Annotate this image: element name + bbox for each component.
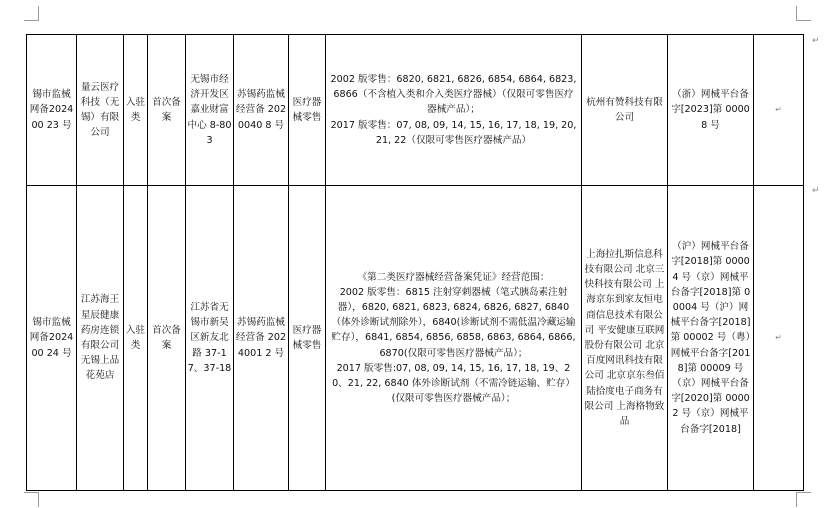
license-number-cell: 苏锡药监械经营备 2020040 8 号 xyxy=(234,35,289,186)
filing-type-cell: 首次备案 xyxy=(148,35,186,186)
company-name-cell: 江苏海王星辰健康药房连锁有限公司无锡上品花苑店 xyxy=(77,186,124,491)
platform-company-cell: 杭州有赞科技有限公司 xyxy=(582,35,668,186)
license-number-cell: 苏锡药监械经营备 2024001 2 号 xyxy=(234,186,289,491)
business-scope-cell: 2002 版零售：6820, 6821, 6826, 6854, 6864, 6823, 6866（不含植入类和介入类医疗器械）（仅限可零售医疗器械产品）； 2017 版零售：07, 08, 09, 14, 15, 16, 17, 18, 19, 20, 21, 22（仅限可零售医疗器械产品） xyxy=(326,35,582,186)
platform-record-cell: （浙）网械平台备字[2023]第 00008 号 xyxy=(668,35,754,186)
scope-type-cell: 医疗器械零售 xyxy=(289,186,326,491)
table-row xyxy=(27,186,804,491)
table-row xyxy=(27,35,804,186)
address-cell: 无锡市经济开发区嘉业财富中心 8-803 xyxy=(186,35,234,186)
row-end-mark: ↵ xyxy=(812,36,820,46)
scope-type-cell: 医疗器械零售 xyxy=(289,35,326,186)
platform-type-cell: 入驻类 xyxy=(124,35,148,186)
record-number-cell: 锡市监械网备202400 24 号 xyxy=(27,186,77,491)
crop-mark-top-right xyxy=(796,6,811,21)
paragraph-mark: ↵ xyxy=(754,35,804,186)
crop-mark-top-left xyxy=(24,6,39,21)
crop-mark-bottom-right xyxy=(796,492,811,507)
registry-table xyxy=(26,34,804,491)
company-name-cell: 量云医疗科技（无锡）有限公司 xyxy=(77,35,124,186)
paragraph-mark: ↵ xyxy=(754,186,804,491)
business-scope-cell: 《第二类医疗器械经营备案凭证》经营范围： 2002 版零售：6815 注射穿刺器械（笔式胰岛素注射器），6820, 6821, 6823, 6824, 6826, 6827, 6840（体外诊断试剂除外），6840(诊断试剂不需低温冷藏运输贮存），6841, 6854, 6856, 6858, 6863, 6864, 6866, 6870(仅限可零售医疗器械产品）； 2017 版零售:07, 08, 09, 14, 15, 16, 17, 18, 19、20、21, 22, 6840 体外诊断试剂（不需冷链运输、贮存）(仅限可零售医疗器械产品）； xyxy=(326,186,582,491)
platform-type-cell: 入驻类 xyxy=(124,186,148,491)
filing-type-cell: 首次备案 xyxy=(148,186,186,491)
platform-record-cell: （沪）网械平台备字[2018]第 00004 号（京）网械平台备字[2018]第 00004 号（沪）网械平台备字[2018]第 00002 号（粤）网械平台备字[2018]第 00009 号（京）网械平台备字[2020]第 00002 号（京）网械平台备字[2018] xyxy=(668,186,754,491)
record-number-cell: 锡市监械网备202400 23 号 xyxy=(27,35,77,186)
platform-company-cell: 上海拉扎斯信息科技有限公司 北京三快科技有限公司 上海京东到家友恒电商信息技术有限公司 平安健康互联网股份有限公司 北京百度网讯科技有限公司 北京京东叁佰陆拾度电子商务有限公司 上海格物致品 xyxy=(582,186,668,491)
row-end-mark: ↵ xyxy=(812,186,820,196)
address-cell: 江苏省无锡市新吴区新友北路 37-17、37-18 xyxy=(186,186,234,491)
crop-mark-bottom-left xyxy=(24,492,39,507)
